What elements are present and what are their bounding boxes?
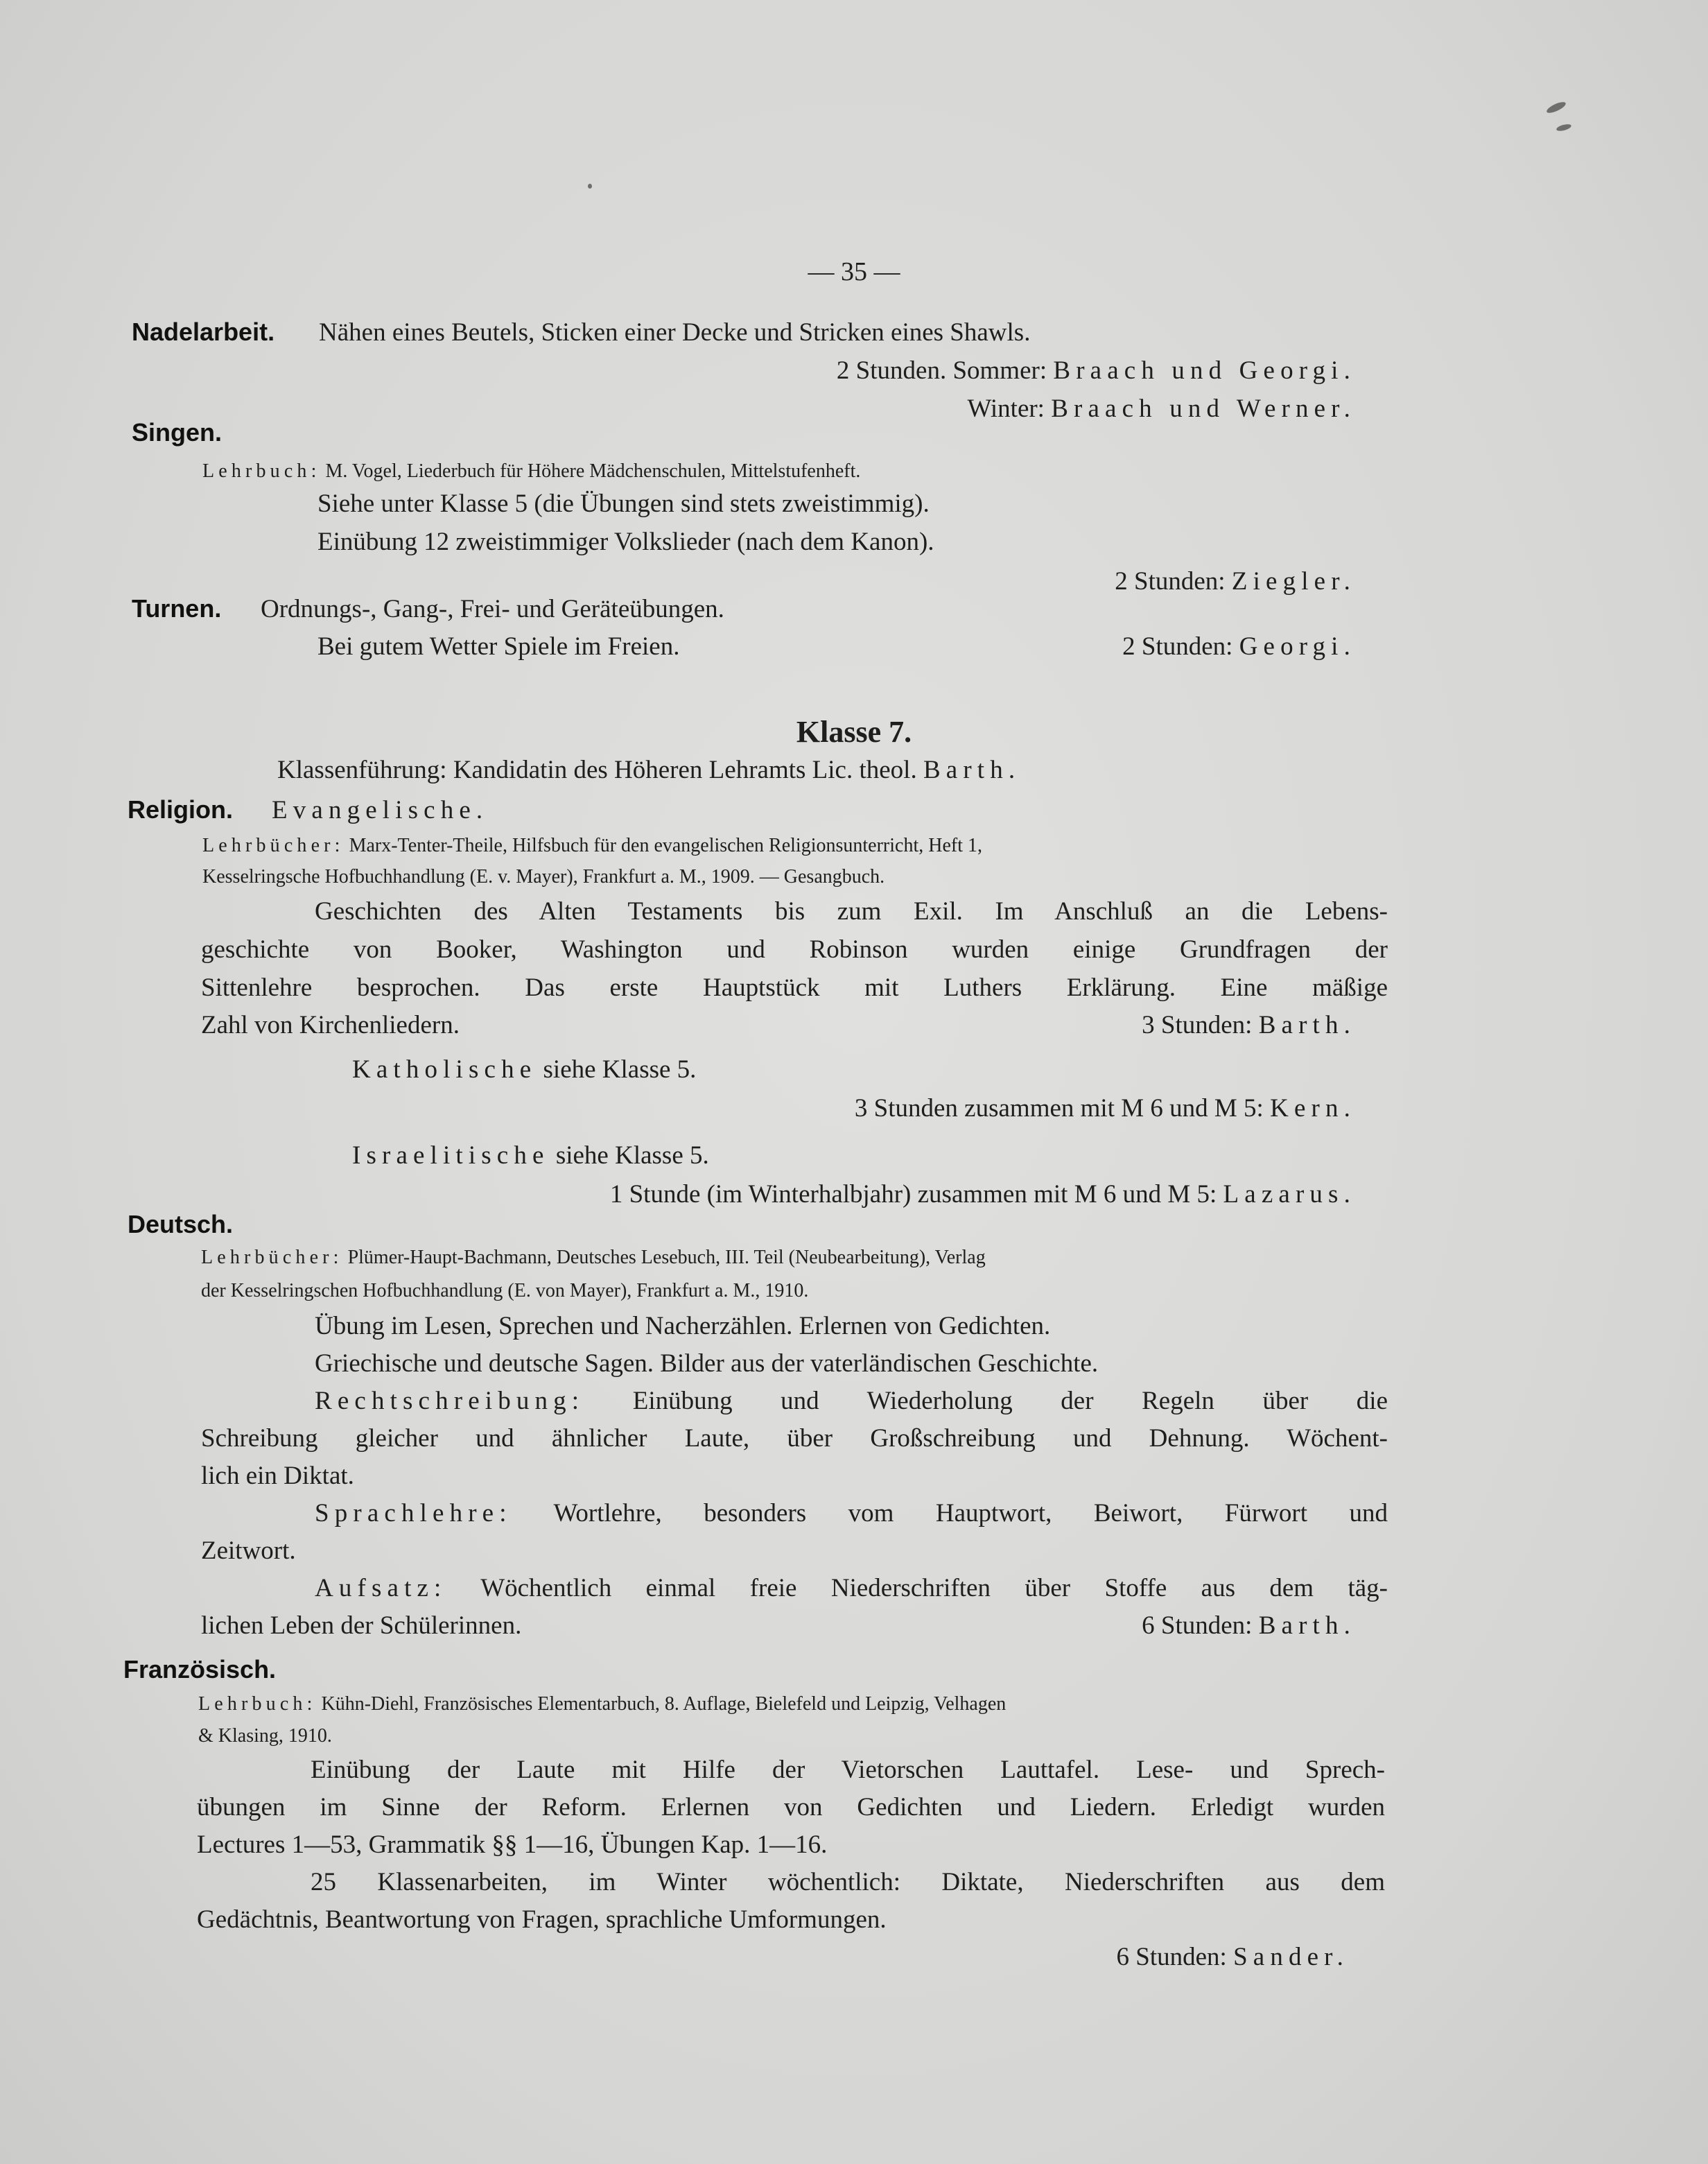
class-leader <box>277 757 1020 783</box>
paragraph-line <box>201 1426 1388 1451</box>
section-heading-deutsch: Deutsch. <box>128 1210 234 1238</box>
paragraph-text: geschichte von Booker, Washington und Robinson wurden einige Grundfragen der <box>201 935 1388 964</box>
hours-line <box>967 396 1356 422</box>
text-line: Griechische und deutsche Sagen. Bilder aus der vaterländischen Geschichte. <box>315 1349 1099 1378</box>
teacher-name: Ziegler. <box>1231 567 1356 596</box>
text-line: Bei gutem Wetter Spiele im Freien. <box>317 632 680 661</box>
hours-line <box>1117 1944 1350 1970</box>
paragraph-line <box>315 1500 1388 1526</box>
topic-label: Aufsatz: <box>315 1574 447 1602</box>
topic-label: Rechtschreibung: <box>315 1387 585 1415</box>
paragraph-line <box>311 1869 1385 1895</box>
paragraph-text <box>315 1388 1388 1414</box>
hours-line <box>610 1181 1356 1207</box>
teacher-name: Barth. <box>1258 1611 1356 1640</box>
hours-text: Winter: <box>967 395 1052 423</box>
hours-text: 6 Stunden: <box>1116 1943 1234 1971</box>
paragraph-line <box>315 1575 1388 1601</box>
hours-text: 6 Stunden: <box>1142 1611 1259 1640</box>
teacher-name: Kern. <box>1270 1094 1356 1123</box>
book-text: Marx-Tenter-Theile, Hilfsbuch für den evangelischen Religionsunterricht, Heft 1, <box>349 835 982 856</box>
section-heading-turnen: Turnen. <box>132 594 222 623</box>
text-line: Einübung 12 zweistimmiger Volkslieder (nach dem Kanon). <box>317 528 934 556</box>
paragraph-text: Einübung der Laute mit Hilfe der Vietorschen Lauttafel. Lese- und Sprech- <box>311 1756 1385 1784</box>
hours-text: 3 Stunden zusammen mit M 6 und M 5: <box>854 1094 1271 1123</box>
teacher-name: Braach und Georgi. <box>1053 356 1356 385</box>
paragraph-text: Geschichten des Alten Testaments bis zum Exil. Im Anschluß an die Lebens- <box>315 897 1388 926</box>
hours-text: 2 Stunden: <box>1115 567 1232 596</box>
book-reference <box>202 836 982 856</box>
section-heading-singen: Singen. <box>132 418 223 447</box>
teacher-name: Lazarus. <box>1223 1180 1356 1209</box>
section-heading-religion: Religion. <box>128 795 233 824</box>
paragraph-text: Sittenlehre besprochen. Das erste Hauptstück mit Luthers Erklärung. Eine mäßige <box>201 973 1388 1002</box>
text-line: Ordnungs-, Gang-, Frei- und Geräteübungen. <box>261 595 724 623</box>
book-text: Kesselringsche Hofbuchhandlung (E. v. Mayer), Frankfurt a. M., 1909. — Gesangbuch. <box>202 866 885 888</box>
paragraph-text: übungen im Sinne der Reform. Erlernen von Gedichten und Liedern. Erledigt wurden <box>197 1793 1385 1821</box>
paragraph-line: lich ein Diktat. <box>201 1462 354 1490</box>
scan-speck <box>588 184 592 189</box>
book-label: Lehrbücher: <box>201 1247 343 1268</box>
paragraph-line <box>201 975 1388 1001</box>
paragraph-text <box>315 1500 1388 1526</box>
paragraph-line: lichen Leben der Schülerinnen. <box>201 1611 522 1640</box>
teacher-name: Barth. <box>1258 1011 1356 1039</box>
class-leader-text: Klassenführung: Kandidatin des Höheren Lehramts Lic. theol. <box>277 756 923 784</box>
paragraph-line: Lectures 1—53, Grammatik §§ 1—16, Übungen Kap. 1—16. <box>197 1830 828 1859</box>
hours-text: 2 Stunden. Sommer: <box>836 356 1054 385</box>
paragraph-line <box>315 1388 1388 1414</box>
paragraph-line: Zeitwort. <box>201 1537 296 1565</box>
jewish-line <box>352 1143 709 1168</box>
hours-text: 1 Stunde (im Winterhalbjahr) zusammen mit M 6 und M 5: <box>609 1180 1223 1209</box>
section-heading-franzoesisch: Französisch. <box>123 1655 277 1683</box>
text: siehe Klasse 5. <box>549 1141 709 1170</box>
teacher-name: Sander. <box>1233 1943 1349 1971</box>
text-line: Nähen eines Beutels, Sticken einer Decke und Stricken eines Shawls. <box>319 318 1031 347</box>
teacher-name: Braach und Werner. <box>1051 395 1356 423</box>
paragraph-line: Gedächtnis, Beantwortung von Fragen, sprachliche Umformungen. <box>197 1905 887 1934</box>
text: Wöchentlich einmal freie Niederschriften über Stoffe aus dem täg- <box>446 1574 1388 1602</box>
paragraph-line <box>311 1757 1385 1783</box>
teacher-name: Georgi. <box>1239 632 1356 661</box>
page-number: — 35 — <box>808 257 900 286</box>
text: Wortlehre, besonders vom Hauptwort, Beiwort, Fürwort und <box>512 1499 1388 1527</box>
book-label: Lehrbuch: <box>198 1693 317 1715</box>
book-reference <box>198 1695 1006 1714</box>
denomination-label: Israelitische <box>352 1141 550 1170</box>
paragraph-text <box>315 1575 1388 1601</box>
section-heading-nadelarbeit: Nadelarbeit. <box>132 318 275 346</box>
topic-label: Sprachlehre: <box>315 1499 512 1527</box>
book-text: Plümer-Haupt-Bachmann, Deutsches Lesebuch, III. Teil (Neubearbeitung), Verlag <box>347 1247 986 1268</box>
book-label: Lehrbücher: <box>202 835 345 856</box>
text: Einübung und Wiederholung der Regeln über die <box>584 1387 1388 1415</box>
hours-line <box>855 1096 1356 1121</box>
teacher-name: Barth. <box>923 756 1021 784</box>
class-title: Klasse 7. <box>796 715 912 749</box>
hours-text: 3 Stunden: <box>1142 1011 1259 1039</box>
hours-line <box>837 358 1356 383</box>
paragraph-text: 25 Klassenarbeiten, im Winter wöchentlich: Diktate, Niederschriften aus dem <box>311 1868 1385 1896</box>
paragraph-line <box>197 1794 1385 1820</box>
book-reference <box>201 1248 986 1267</box>
text-line: Übung im Lesen, Sprechen und Nacherzählen. Erlernen von Gedichten. <box>315 1312 1051 1340</box>
book-label: Lehrbuch: <box>202 460 321 482</box>
book-reference <box>202 462 860 481</box>
book-text: M. Vogel, Liederbuch für Höhere Mädchenschulen, Mittelstufenheft. <box>325 460 861 482</box>
denomination-label: Evangelische. <box>272 796 489 824</box>
book-text: & Klasing, 1910. <box>198 1725 332 1747</box>
hours-line <box>1142 1012 1356 1038</box>
book-text: der Kesselringschen Hofbuchhandlung (E. von Mayer), Frankfurt a. M., 1910. <box>201 1280 809 1301</box>
paragraph-line <box>315 899 1388 924</box>
text: siehe Klasse 5. <box>537 1055 697 1084</box>
scan-speck <box>1556 123 1571 132</box>
text-line: Siehe unter Klasse 5 (die Übungen sind stets zweistimmig). <box>317 490 930 518</box>
paragraph-line <box>201 937 1388 962</box>
denomination-label: Katholische <box>352 1055 537 1084</box>
scan-speck <box>1545 100 1567 115</box>
hours-line <box>1122 634 1356 659</box>
catholic-line <box>352 1057 696 1082</box>
hours-line <box>1142 1613 1356 1638</box>
hours-text: 2 Stunden: <box>1122 632 1239 661</box>
hours-line <box>1115 569 1356 594</box>
paragraph-text: Schreibung gleicher und ähnlicher Laute, über Großschreibung und Dehnung. Wöchent- <box>201 1424 1388 1453</box>
paragraph-line: Zahl von Kirchenliedern. <box>201 1011 460 1039</box>
book-text: Kühn-Diehl, Französisches Elementarbuch, 8. Auflage, Bielefeld und Leipzig, Velhagen <box>321 1693 1007 1715</box>
